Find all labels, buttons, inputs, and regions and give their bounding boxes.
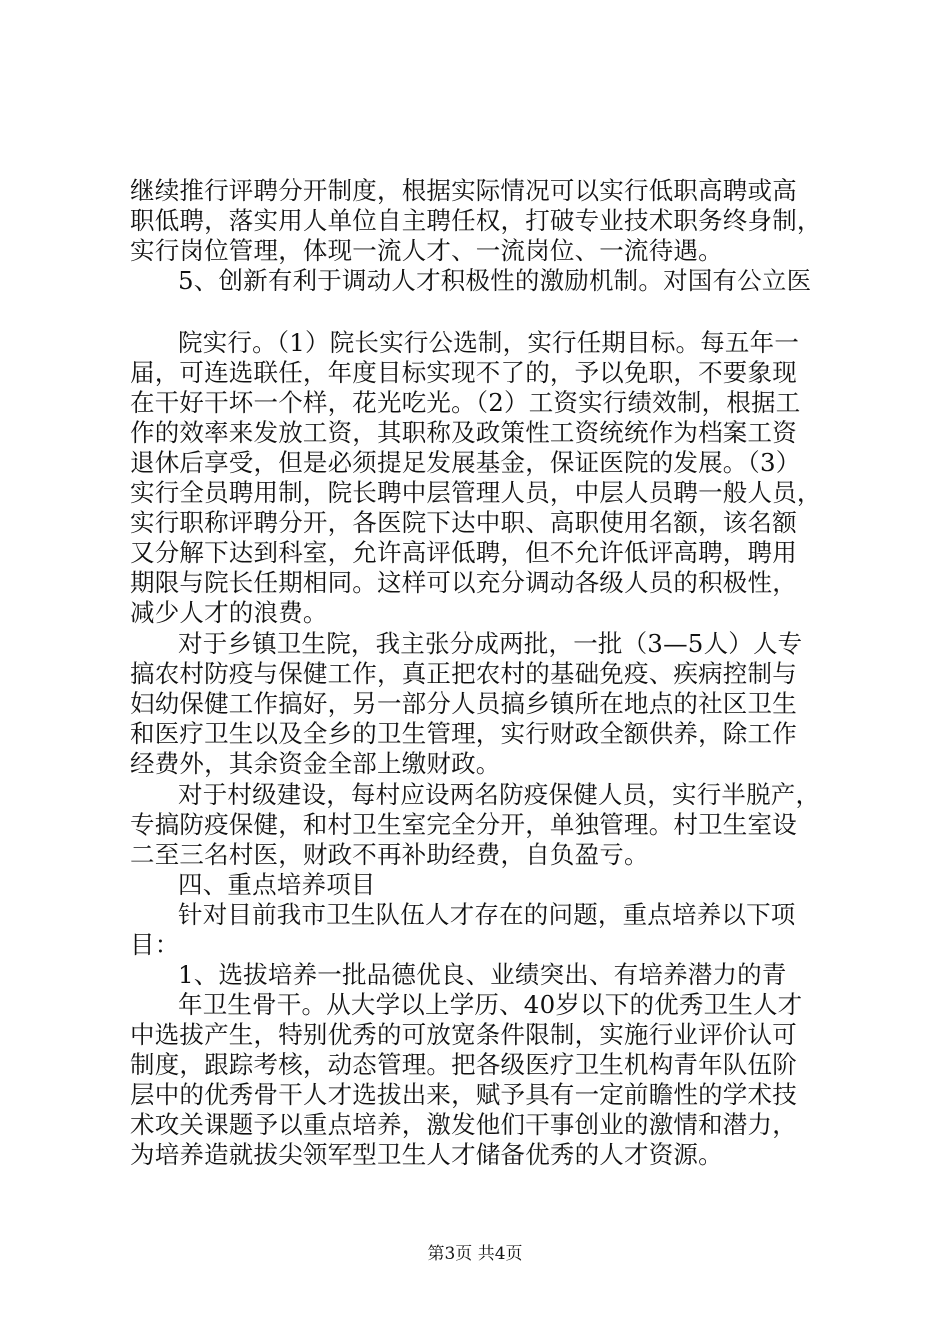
text-line: 中选拔产生，特别优秀的可放宽条件限制，实施行业评价认可 [130, 1020, 797, 1049]
text-line: 届，可连选联任，年度目标实现不了的，予以免职，不要象现 [130, 358, 797, 387]
text-line: 搞农村防疫与保健工作，真正把农村的基础免疫、疾病控制与 [130, 659, 797, 688]
text-line: 年卫生骨干。从大学以上学历、40岁以下的优秀卫生人才 [178, 990, 803, 1019]
text-line: 5、创新有利于调动人才积极性的激励机制。对国有公立医 [178, 266, 812, 295]
text-line: 妇幼保健工作搞好，另一部分人员搞乡镇所在地点的社区卫生 [130, 689, 797, 718]
text-line: 又分解下达到科室，允许高评低聘，但不允许低评高聘，聘用 [130, 538, 797, 567]
text-line: 针对目前我市卫生队伍人才存在的问题，重点培养以下项 [178, 900, 796, 929]
text-line: 为培养造就拔尖领军型卫生人才储备优秀的人才资源。 [130, 1140, 723, 1169]
text-line: 制度，跟踪考核，动态管理。把各级医疗卫生机构青年队伍阶 [130, 1050, 797, 1079]
text-line: 减少人才的浪费。 [130, 598, 328, 627]
text-line: 层中的优秀骨干人才选拔出来，赋予具有一定前瞻性的学术技 [130, 1080, 797, 1109]
page-footer: 第3页 共4页 [427, 1244, 523, 1264]
text-line: 作的效率来发放工资，其职称及政策性工资统统作为档案工资 [130, 418, 797, 447]
text-line: 期限与院长任期相同。这样可以充分调动各级人员的积极性， [130, 568, 797, 597]
text-line: 目： [130, 930, 180, 959]
text-line: 术攻关课题予以重点培养，激发他们干事创业的激情和潜力， [130, 1110, 797, 1139]
text-line: 在干好干坏一个样，花光吃光。（2）工资实行绩效制，根据工 [130, 388, 801, 417]
text-line: 职低聘，落实用人单位自主聘任权，打破专业技术职务终身制， [130, 206, 822, 235]
text-line: 经费外，其余资金全部上缴财政。 [130, 749, 501, 778]
text-line: 实行岗位管理，体现一流人才、一流岗位、一流待遇。 [130, 236, 723, 265]
text-line: 和医疗卫生以及全乡的卫生管理，实行财政全额供养，除工作 [130, 719, 797, 748]
text-line: 实行职称评聘分开，各医院下达中职、高职使用名额，该名额 [130, 508, 797, 537]
text-line: 院实行。（1）院长实行公选制，实行任期目标。每五年一 [178, 328, 800, 357]
text-line: 实行全员聘用制，院长聘中层管理人员，中层人员聘一般人员， [130, 478, 822, 507]
text-line: 二至三名村医，财政不再补助经费，自负盈亏。 [130, 840, 649, 869]
text-line: 对于村级建设，每村应设两名防疫保健人员，实行半脱产， [178, 780, 821, 809]
text-line: 对于乡镇卫生院，我主张分成两批，一批（3—5人）人专 [178, 629, 803, 658]
section-heading: 四、重点培养项目 [178, 870, 376, 899]
text-line: 1、选拔培养一批品德优良、业绩突出、有培养潜力的青 [178, 960, 787, 989]
text-line: 继续推行评聘分开制度，根据实际情况可以实行低职高聘或高 [130, 176, 797, 205]
text-line: 退休后享受，但是必须提足发展基金，保证医院的发展。（3） [130, 448, 801, 477]
text-line: 专搞防疫保健，和村卫生室完全分开，单独管理。村卫生室设 [130, 810, 797, 839]
